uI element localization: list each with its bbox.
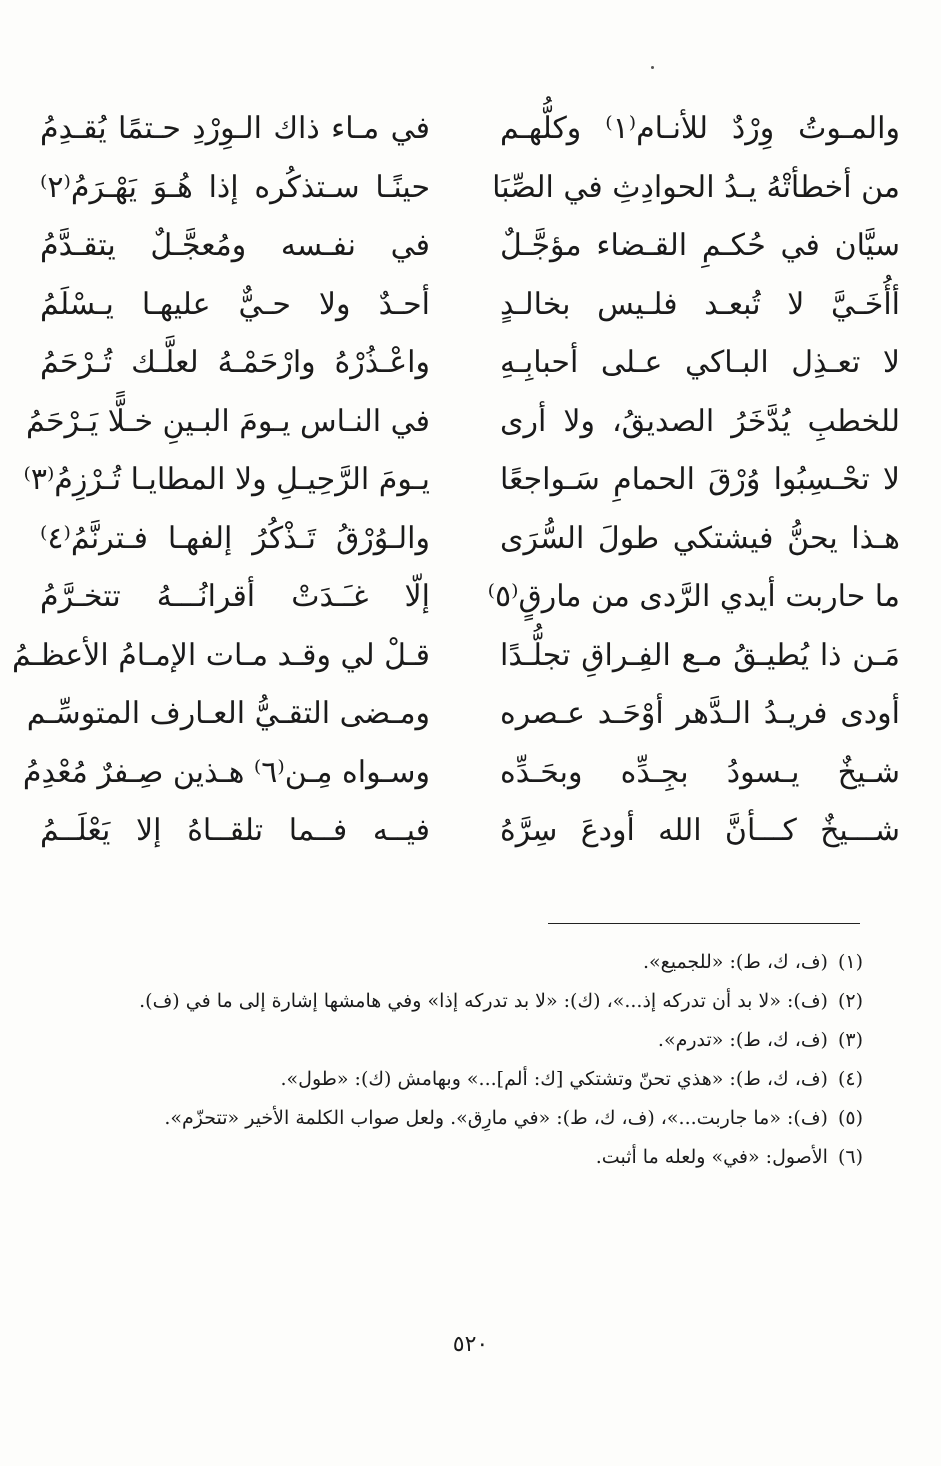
footnote	[55, 1140, 863, 1175]
verse	[40, 276, 900, 335]
footnote	[55, 1023, 863, 1058]
footnote-number: (٤)	[837, 1068, 863, 1090]
footnote-separator	[548, 923, 860, 924]
verse	[40, 100, 900, 159]
verse	[40, 510, 900, 569]
verse	[40, 334, 900, 393]
verse-first-hemistich: لا تحْـسِبُوا وُرْقَ الحمامِ سَـواجعًا	[500, 462, 900, 497]
footnote-number: (٢)	[837, 990, 863, 1012]
footnote-text: الأصول: «في» ولعله ما أثبت.	[595, 1146, 828, 1168]
footnote-text: (ف، ك، ط): «تدرم».	[657, 1029, 828, 1051]
ink-dot	[651, 66, 654, 69]
footnote-number: (١)	[837, 951, 863, 973]
verse-first-hemistich: هـذا يحنُّ فيشتكي طولَ السُّرَى	[500, 520, 900, 556]
verse-first-hemistich: شـــيخٌ كـــأنَّ الله أودعَ سِرَّهُ	[500, 813, 900, 848]
verse	[11, 627, 900, 686]
verse-first-hemistich: من أخطأتْهُ يـدُ الحوادِثِ في الصِّبَا	[492, 169, 900, 205]
footnote	[55, 1062, 863, 1097]
verse	[40, 159, 900, 218]
verse-second-hemistich: والـوُرْقُ تَـذْكُرُ إلفهـا فـترنَّمُ⁽٤⁾	[40, 520, 430, 556]
footnotes	[55, 945, 863, 1179]
verse-first-hemistich: ما حاربت أيدي الرَّدى من مارقٍ⁽٥⁾	[487, 579, 900, 614]
verse-first-hemistich: للخطبِ يُدَّخَرُ الصديقُ، ولا أرى	[500, 403, 900, 439]
verse	[23, 451, 900, 510]
verse-second-hemistich: في مـاء ذاك الـوِرْدِ حـتمًا يُقـدِمُ	[40, 111, 430, 146]
page-number: ٥٢٠	[452, 1332, 489, 1357]
verse-second-hemistich: في النـاس يـومَ البـينِ خـلًّا يَـرْحَمُ	[26, 403, 430, 439]
verse-second-hemistich: حينًـا سـتذكُره إذا هُـوَ يَهْـرَمُ⁽٢⁾	[40, 169, 430, 205]
footnote	[55, 984, 863, 1019]
poem	[11, 100, 900, 861]
footnote-number: (٥)	[837, 1107, 863, 1129]
verse	[40, 802, 900, 861]
verse-second-hemistich: واعْـذُرْهُ وارْحَمْـهُ لعلَّـك تُـرْحَمُ	[40, 345, 430, 380]
verse-second-hemistich: فيــه فــما تلقــاهُ إلا يَعْلَــمُ	[40, 813, 430, 848]
verse-second-hemistich: في نفـسه ومُعجَّـلٌ يتقـدَّمُ	[40, 228, 430, 263]
verse-first-hemistich: مَـن ذا يُطيـقُ مـع الفِـراقِ تجلُّـدًا	[500, 637, 900, 673]
footnote-number: (٣)	[837, 1029, 863, 1051]
verse-first-hemistich: سيَّان في حُكـمِ القـضاء مؤجَّـلٌ	[500, 228, 900, 263]
verse-first-hemistich: أأُخَـيَّ لا تُبعـد فلـيس بخالـدٍ	[500, 286, 900, 322]
verse-second-hemistich: إلّا غـَـدَتْ أقرانُـــهُ تتخـرَّمُ	[40, 579, 430, 614]
footnote-text: (ف، ك، ط): «للجميع».	[642, 951, 828, 973]
footnote-number: (٦)	[837, 1146, 863, 1168]
footnote-text: (ف، ك، ط): «هذي تحنّ وتشتكي [ك: ألم]...» وبهامش (ك): «طول».	[280, 1068, 828, 1090]
verse	[40, 217, 900, 276]
verse-first-hemistich: والمـوتُ وِرْدٌ للأنـام⁽١⁾ وكلُّهـم	[500, 111, 900, 146]
verse	[26, 393, 900, 452]
verse-second-hemistich: يـومَ الرَّحِيـلِ ولا المطايـا تُـرْزِمُ⁽٣⁾	[23, 462, 430, 497]
verse	[26, 685, 900, 744]
verse-first-hemistich: شـيخٌ يـسودُ بجِـدِّه وبحَـدِّه	[500, 754, 900, 790]
verse-second-hemistich: ومـضى التقـيُّ العـارف المتوسِّـم	[26, 696, 430, 731]
verse	[22, 744, 900, 803]
footnote	[55, 1101, 863, 1136]
footnote-text: (ف): «ما جاربت...»، (ف، ك، ط): «في مارِق». ولعل صواب الكلمة الأخير «تتحزّم».	[164, 1107, 828, 1129]
verse-second-hemistich: أحـدٌ ولا حـيٌّ عليهـا يـسْلَمُ	[40, 286, 430, 322]
verse-second-hemistich: قـلْ لي وقـد مـات الإمـامُ الأعظـمُ	[11, 637, 430, 673]
verse-first-hemistich: أودى فريـدُ الـدَّهر أوْحَـد عـصره	[500, 696, 900, 731]
footnote-text: (ف): «لا بد أن تدركه إذ...»، (ك): «لا بد تدركه إذا» وفي هامشها إشارة إلى ما في (ف).	[139, 990, 828, 1012]
verse-first-hemistich: لا تعـذِل البـاكي عـلى أحبابِـهِ	[500, 345, 900, 380]
footnote	[55, 945, 863, 980]
verse	[40, 568, 900, 627]
verse-second-hemistich: وسـواه مِـن⁽٦⁾ هـذين صِـفرٌ مُعْدِمُ	[22, 754, 430, 790]
